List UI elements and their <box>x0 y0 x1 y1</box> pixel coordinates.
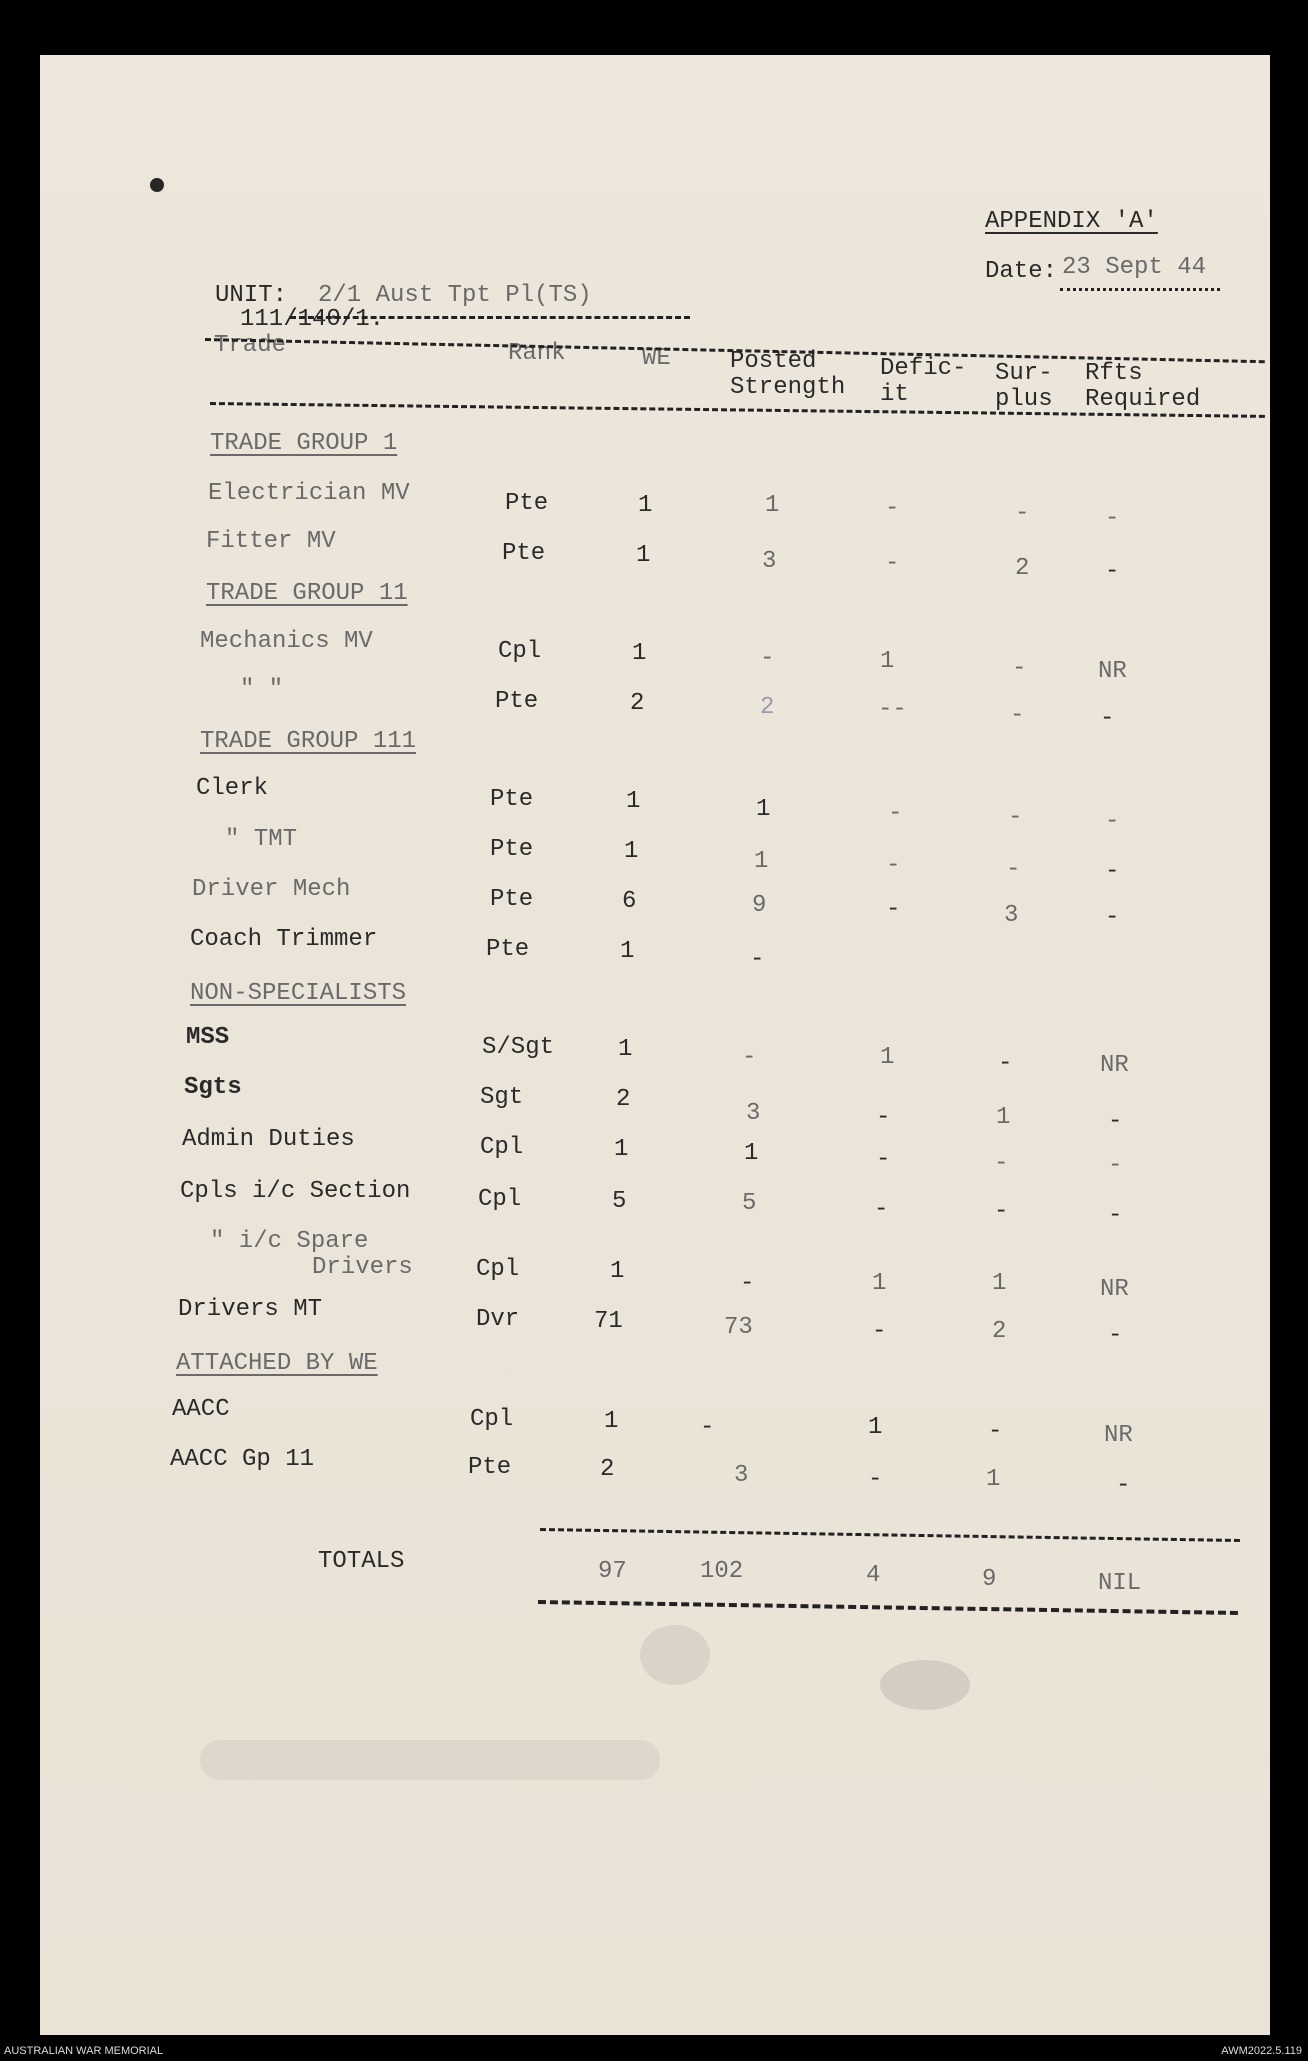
cell-deficit: - <box>868 1466 883 1493</box>
cell-deficit: - <box>876 1104 891 1131</box>
cell-trade: Clerk <box>196 775 269 802</box>
cell-posted: 5 <box>742 1190 757 1217</box>
cell-we: 1 <box>618 1036 633 1063</box>
cell-we: 2 <box>630 690 645 717</box>
unit-label: UNIT: <box>215 282 288 309</box>
cell-we: 1 <box>624 838 639 865</box>
cell-trade: " i/c Spare <box>210 1228 369 1255</box>
cell-deficit: -- <box>878 696 907 723</box>
cell-trade: Fitter MV <box>206 528 336 555</box>
cell-deficit: - <box>886 896 901 923</box>
cell-rfts: - <box>1105 808 1120 835</box>
cell-deficit: - <box>872 1318 887 1345</box>
cell-trade: " TMT <box>225 826 298 853</box>
cell-rfts: - <box>1105 904 1120 931</box>
cell-posted: 1 <box>754 848 769 875</box>
cell-rank: Cpl <box>498 638 542 665</box>
cell-trade: AACC <box>172 1396 230 1423</box>
cell-deficit: - <box>886 852 901 879</box>
cell-posted: 3 <box>734 1462 749 1489</box>
cell-rfts: - <box>1108 1322 1123 1349</box>
cell-deficit: 1 <box>880 1044 895 1071</box>
group-heading: NON-SPECIALISTS <box>190 980 407 1007</box>
cell-rank: Pte <box>468 1454 512 1481</box>
cell-surplus: - <box>1006 856 1021 883</box>
cell-posted: - <box>700 1414 715 1441</box>
cell-trade: Electrician MV <box>208 480 410 507</box>
cell-surplus: 1 <box>986 1466 1001 1493</box>
cell-rank: Pte <box>486 936 530 963</box>
cell-deficit: - <box>874 1196 889 1223</box>
cell-rank: Pte <box>505 490 549 517</box>
stain-mark <box>640 1625 710 1685</box>
cell-surplus: - <box>1008 804 1023 831</box>
cell-deficit: 1 <box>872 1270 887 1297</box>
cell-deficit: - <box>885 495 900 522</box>
cell-we: 1 <box>620 938 635 965</box>
cell-posted: - <box>740 1270 755 1297</box>
cell-posted: 1 <box>765 492 780 519</box>
cell-rank: Cpl <box>480 1134 524 1161</box>
cell-rfts: NR <box>1100 1052 1129 1079</box>
total-posted: 102 <box>700 1558 744 1585</box>
cell-trade: " " <box>240 676 284 703</box>
cell-trade: AACC Gp 11 <box>170 1446 315 1473</box>
col-rank: Rank <box>508 340 566 367</box>
cell-rfts: - <box>1105 505 1120 532</box>
cell-rfts: - <box>1108 1152 1123 1179</box>
cell-deficit: 1 <box>868 1414 883 1441</box>
total-deficit: 4 <box>866 1562 881 1589</box>
cell-trade: Driver Mech <box>192 876 351 903</box>
cell-we: 1 <box>610 1258 625 1285</box>
cell-rfts: - <box>1108 1202 1123 1229</box>
stain-mark <box>200 1740 660 1780</box>
cell-trade: Coach Trimmer <box>190 926 378 953</box>
cell-posted: 1 <box>756 796 771 823</box>
col-posted-1: Posted <box>730 348 817 375</box>
cell-posted: - <box>750 946 765 973</box>
cell-rfts: NR <box>1100 1276 1129 1303</box>
col-surplus-2: plus <box>995 386 1053 413</box>
totals-label: TOTALS <box>318 1548 405 1575</box>
date-label: Date: <box>985 258 1058 285</box>
cell-surplus: 2 <box>992 1318 1007 1345</box>
col-rfts-1: Rfts <box>1085 360 1143 387</box>
cell-we: 1 <box>626 788 641 815</box>
footer-right: AWM2022.5.119 <box>1221 2045 1302 2057</box>
cell-rank: S/Sgt <box>482 1034 555 1061</box>
cell-surplus: - <box>994 1150 1009 1177</box>
cell-posted: 1 <box>744 1140 759 1167</box>
cell-surplus: - <box>998 1050 1013 1077</box>
cell-rank: Pte <box>490 886 534 913</box>
cell-rank: Pte <box>490 786 534 813</box>
cell-surplus: 1 <box>996 1104 1011 1131</box>
group-heading: ATTACHED BY WE <box>176 1350 378 1377</box>
cell-we: 2 <box>616 1086 631 1113</box>
cell-rank: Cpl <box>470 1406 514 1433</box>
cell-deficit: - <box>876 1146 891 1173</box>
cell-we: 1 <box>632 640 647 667</box>
cell-trade: Mechanics MV <box>200 628 373 655</box>
cell-we: 1 <box>614 1136 629 1163</box>
cell-rank: Cpl <box>478 1186 522 1213</box>
cell-rfts: - <box>1116 1472 1131 1499</box>
cell-rfts: - <box>1108 1108 1123 1135</box>
cell-deficit: 1 <box>880 648 895 675</box>
unit-name: 2/1 Aust Tpt Pl(TS) <box>318 282 592 309</box>
cell-deficit: - <box>888 800 903 827</box>
col-rfts-2: Required <box>1085 386 1201 413</box>
cell-rank: Sgt <box>480 1084 524 1111</box>
total-rfts: NIL <box>1098 1570 1142 1597</box>
group-heading: TRADE GROUP 1 <box>210 430 398 457</box>
cell-rank: Cpl <box>476 1256 520 1283</box>
cell-surplus: - <box>994 1198 1009 1225</box>
cell-surplus: 3 <box>1004 902 1019 929</box>
cell-posted: 2 <box>760 694 775 721</box>
stain-mark <box>880 1660 970 1710</box>
cell-surplus: - <box>1010 702 1025 729</box>
cell-surplus: - <box>1015 500 1030 527</box>
unit-reference: 111/140/1. <box>240 306 385 333</box>
cell-we: 1 <box>604 1408 619 1435</box>
cell-posted: 3 <box>746 1100 761 1127</box>
col-surplus-1: Sur- <box>995 360 1053 387</box>
cell-we: 2 <box>600 1456 615 1483</box>
cell-we: 1 <box>636 542 651 569</box>
footer-left: AUSTRALIAN WAR MEMORIAL <box>4 2045 164 2057</box>
cell-we: 6 <box>622 888 637 915</box>
cell-we: 1 <box>638 492 653 519</box>
cell-posted: 3 <box>762 548 777 575</box>
col-deficit-2: it <box>880 381 909 408</box>
col-we: WE <box>642 345 671 372</box>
appendix-title: APPENDIX 'A' <box>985 208 1158 235</box>
cell-trade: Drivers MT <box>178 1296 323 1323</box>
col-trade: Trade <box>214 332 287 359</box>
group-heading: TRADE GROUP 11 <box>206 580 408 607</box>
cell-trade: MSS <box>186 1024 230 1051</box>
cell-rfts: - <box>1105 858 1120 885</box>
cell-surplus: 2 <box>1015 555 1030 582</box>
cell-trade: Sgts <box>184 1074 242 1101</box>
col-deficit-1: Defic- <box>880 355 967 382</box>
cell-we: 71 <box>594 1308 623 1335</box>
cell-deficit: - <box>885 550 900 577</box>
cell-posted: - <box>760 645 775 672</box>
cell-rfts: - <box>1105 558 1120 585</box>
cell-rfts: NR <box>1104 1422 1133 1449</box>
cell-surplus: 1 <box>992 1270 1007 1297</box>
date-value: 23 Sept 44 <box>1062 254 1207 281</box>
cell-rank: Pte <box>495 688 539 715</box>
cell-surplus: - <box>1012 655 1027 682</box>
cell-surplus: - <box>988 1418 1003 1445</box>
cell-rank: Pte <box>502 540 546 567</box>
cell-rfts: - <box>1100 705 1115 732</box>
cell-posted: 73 <box>724 1314 753 1341</box>
cell-trade: Cpls i/c Section <box>180 1178 411 1205</box>
cell-trade: Admin Duties <box>182 1126 355 1153</box>
cell-we: 5 <box>612 1188 627 1215</box>
ink-blot <box>150 178 164 192</box>
cell-posted: 9 <box>752 892 767 919</box>
group-heading: TRADE GROUP 111 <box>200 728 417 755</box>
total-surplus: 9 <box>982 1566 997 1593</box>
cell-rank: Pte <box>490 836 534 863</box>
total-we: 97 <box>598 1558 627 1585</box>
cell-trade-cont: Drivers <box>312 1254 413 1281</box>
col-posted-2: Strength <box>730 374 846 401</box>
cell-posted: - <box>742 1044 757 1071</box>
cell-rfts: NR <box>1098 658 1127 685</box>
cell-rank: Dvr <box>476 1306 520 1333</box>
